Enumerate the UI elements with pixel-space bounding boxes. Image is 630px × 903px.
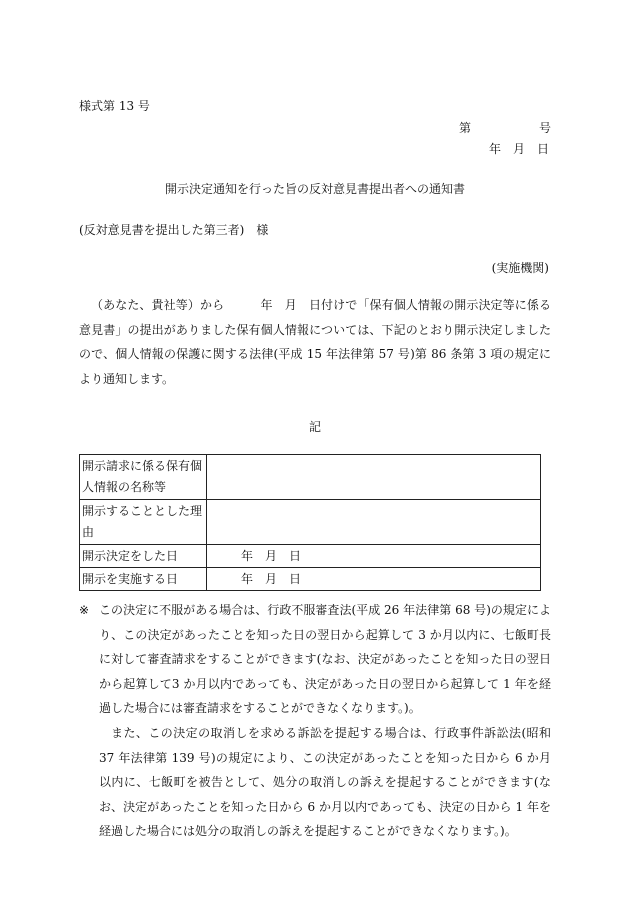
table-row: [80, 545, 541, 568]
note-appeal: [79, 598, 551, 721]
table-row-value: 年 月 日: [207, 545, 541, 568]
document-number-suffix: 号: [538, 121, 551, 135]
table-row: [80, 455, 541, 500]
note-lawsuit: また、この決定の取消しを求める訴訟を提起する場合は、行政事件訴訟法(昭和 37 年法律第 139 号)の規定により、この決定があったことを知った日から 6 か月以内に、七飯町を被告として、処分の取消しの訴えを提起することができます(なお、決定があったことを知った日から 6 か月以内であっても、決定の日から 1 年を経過した場合には処分の取消しの訴えを提起することができなくなります。)。: [99, 726, 551, 838]
table-row-value: [207, 455, 541, 500]
issuing-agency: (実施機関): [491, 261, 549, 275]
table-row-value: 年 月 日: [207, 568, 541, 591]
body-paragraph: （あなた、貴社等）から 年 月 日付けで「保有個人情報の開示決定等に係る意見書」の提出がありました保有個人情報については、下記のとおり開示決定しましたので、個人情報の保護に関する法律(平成 15 年法律第 57 号)第 86 条第 3 項の規定により通知します。: [79, 298, 551, 386]
table-row: [80, 568, 541, 591]
note-appeal-text: この決定に不服がある場合は、行政不服審査法(平成 26 年法律第 68 号)の規定により、この決定があったことを知った日の翌日から起算して 3 か月以内に、七飯町長に対して審査請求をすることができます(なお、決定があったことを知った日の翌日から起算して3 か月以内であっても、決定があった日の翌日から起算して 1 年を経過した場合には審査請求をすることができなくなります。)。: [99, 603, 551, 715]
document-date: 年 月 日: [488, 142, 549, 156]
ki-heading: 記: [308, 420, 321, 434]
table-row-label: 開示することとした理由: [80, 500, 207, 545]
info-table: [79, 454, 541, 591]
document-number-prefix: 第: [459, 121, 472, 135]
table-row-label: 開示を実施する日: [80, 568, 207, 591]
table-row: [80, 500, 541, 545]
document-title: 開示決定通知を行った旨の反対意見書提出者への通知書: [164, 182, 465, 196]
table-row-label: 開示請求に係る保有個人情報の名称等: [80, 455, 207, 500]
table-row-label: 開示決定をした日: [80, 545, 207, 568]
table-row-value: [207, 500, 541, 545]
addressee: (反対意見書を提出した第三者) 様: [79, 223, 269, 237]
note-mark: ※: [79, 603, 90, 617]
form-number: 様式第 13 号: [79, 99, 150, 113]
